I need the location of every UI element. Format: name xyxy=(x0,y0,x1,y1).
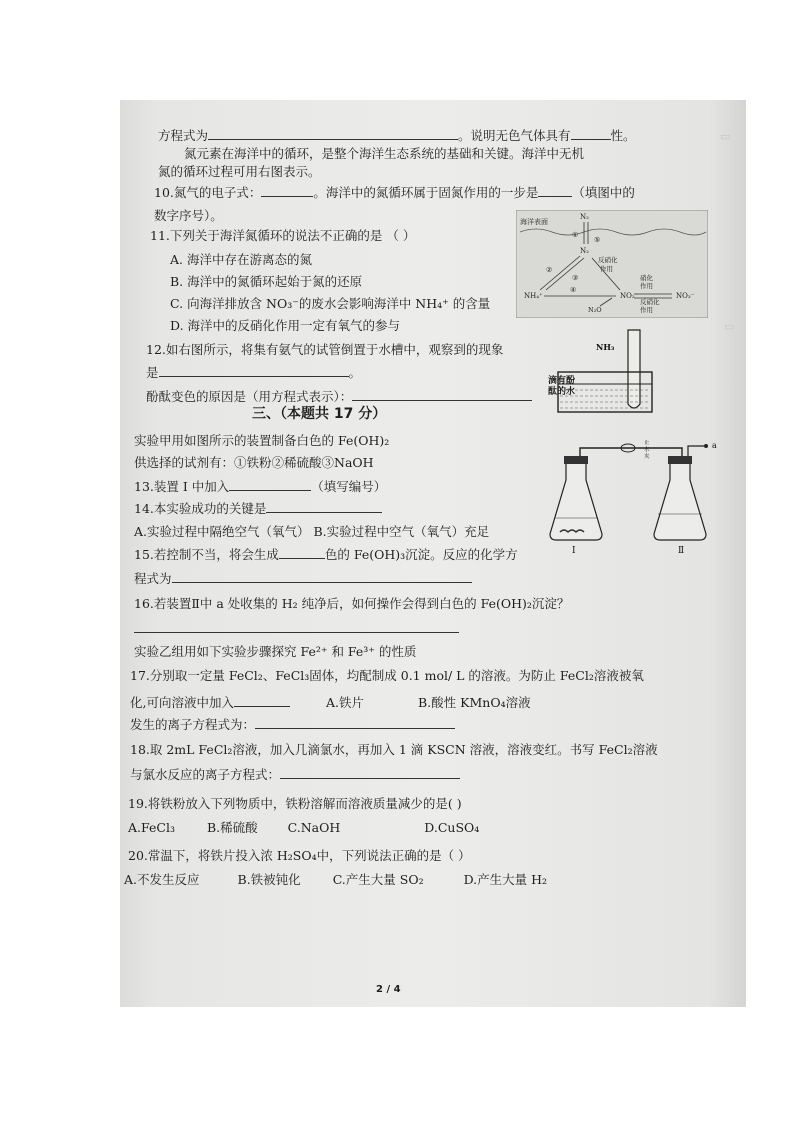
label-apparatus-I: Ⅰ xyxy=(572,546,576,556)
question-19: 19.将铁粉放入下列物质中，铁粉溶解而溶液质量减少的是( ) xyxy=(128,796,462,811)
answer-blank xyxy=(159,364,349,377)
question-12: 12.如右图所示，将集有氨气的试管倒置于水槽中，观察到的现象 xyxy=(146,342,504,357)
fe-oh2-apparatus-diagram xyxy=(544,440,726,556)
text: 与氯水反应的离子方程式： xyxy=(130,767,281,782)
question-17-line3 xyxy=(130,716,455,733)
question-18-line2 xyxy=(130,766,460,783)
option-17A: A.铁片 xyxy=(325,695,364,710)
option-20B: B.铁被钝化 xyxy=(237,872,301,887)
question-14 xyxy=(134,500,382,517)
answer-blank xyxy=(538,184,572,197)
answer-blank xyxy=(266,500,382,513)
question-10 xyxy=(154,184,635,201)
label-phenolphthalein-water xyxy=(548,376,575,398)
exam-page xyxy=(120,100,746,1007)
question-16-answer xyxy=(134,620,459,637)
text: 13.装置 I 中加入 xyxy=(134,479,230,494)
option-17B: B.酸性 KMnO₄溶液 xyxy=(418,695,531,710)
text: 。 xyxy=(348,365,362,380)
label-denitrification-1b: 作用 xyxy=(600,265,613,273)
text: 14.本实验成功的关键是 xyxy=(134,501,267,516)
label-clamp-1: 止 xyxy=(644,440,650,446)
question-18: 18.取 2mL FeCl₂溶液，加入几滴氯水，再加入 1 滴 KSCN 溶液，溶液变红。书写 FeCl₂溶液 xyxy=(130,742,658,757)
text: 滴有酚 xyxy=(548,376,576,386)
label-no2: NO₂⁻ xyxy=(620,292,639,300)
option-20C: C.产生大量 SO₂ xyxy=(332,872,424,887)
text: 色的 Fe(OH)₃沉淀。反应的化学方 xyxy=(324,547,518,562)
bleed-through-mark: ▭ xyxy=(724,320,735,333)
label-n2o: N₂O xyxy=(588,306,602,314)
text: 10.氮气的电子式： xyxy=(154,185,262,200)
text: 酞的水 xyxy=(548,387,576,397)
answer-blank xyxy=(352,388,532,401)
question-17-line2 xyxy=(130,694,531,711)
answer-blank xyxy=(280,766,460,779)
label-step-2: ② xyxy=(546,266,553,274)
question-14-options: A.实验过程中隔绝空气（氧气） B.实验过程中空气（氧气）充足 xyxy=(134,524,490,539)
label-denitrification-2: 反硝化 xyxy=(640,298,660,306)
question-12-line2 xyxy=(146,364,361,381)
text: 程式为 xyxy=(134,571,172,586)
answer-blank xyxy=(571,127,611,140)
label-nh3: NH₃ xyxy=(596,342,615,352)
bleed-through-mark: ▭ xyxy=(720,130,731,143)
option-11D: D. 海洋中的反硝化作用一定有氧气的参与 xyxy=(170,318,401,333)
label-step-1: ① xyxy=(572,231,579,239)
label-denitrification-1: 反硝化 xyxy=(598,256,618,264)
question-20-options xyxy=(124,872,547,888)
text: （填图中的 xyxy=(572,185,635,200)
label-nitrification-b: 作用 xyxy=(640,282,653,290)
experiment-a-intro: 实验甲用如图所示的装置制备白色的 Fe(OH)₂ xyxy=(134,433,390,448)
text: 性。 xyxy=(610,128,636,143)
label-n2-top: N₂ xyxy=(580,213,589,221)
option-11C: C. 向海洋排放含 NO₃⁻的废水会影响海洋中 NH₄⁺ 的含量 xyxy=(170,296,491,311)
line-equation-prompt xyxy=(158,127,636,144)
question-15-line2 xyxy=(134,570,472,587)
option-19B: B.稀硫酸 xyxy=(206,820,258,835)
question-13 xyxy=(134,478,386,495)
question-20: 20.常温下，将铁片投入浓 H₂SO₄中，下列说法正确的是（ ） xyxy=(128,848,471,863)
ammonia-test-tube-diagram xyxy=(548,326,658,418)
label-ocean-surface: 海洋表面 xyxy=(520,218,548,226)
option-19C: C.NaOH xyxy=(287,820,341,835)
option-19D: D.CuSO₄ xyxy=(424,820,480,835)
question-17: 17.分别取一定量 FeCl₂、FeCl₃固体，均配制成 0.1 mol/ L 的溶液。为防止 FeCl₂溶液被氧 xyxy=(130,668,644,683)
label-a: a xyxy=(712,441,717,450)
text: 。海洋中的氮循环属于固氮作用的一步是 xyxy=(313,185,539,200)
label-step-4: ④ xyxy=(570,286,577,294)
question-12-line3 xyxy=(146,388,532,405)
question-10-cont: 数字序号）。 xyxy=(154,208,223,223)
answer-blank xyxy=(279,546,325,559)
nitrogen-cycle-diagram xyxy=(516,210,708,318)
answer-blank xyxy=(172,570,472,583)
option-20D: D.产生大量 H₂ xyxy=(463,872,548,887)
option-11B: B. 海洋中的氮循环起始于氮的还原 xyxy=(170,274,363,289)
answer-blank xyxy=(229,478,311,491)
text: 是 xyxy=(146,365,159,380)
answer-blank xyxy=(208,127,458,140)
label-clamp-2: 水 xyxy=(644,447,650,453)
answer-blank xyxy=(261,184,313,197)
intro-line-1: 氮元素在海洋中的循环，是整个海洋生态系统的基础和关键。海洋中无机 xyxy=(184,146,585,161)
label-denitrification-2b: 作用 xyxy=(640,306,653,314)
question-11: 11.下列关于海洋氮循环的说法不正确的是 （ ） xyxy=(150,228,416,243)
label-step-3: ③ xyxy=(572,274,579,282)
option-20A: A.不发生反应 xyxy=(124,872,200,887)
label-step-5: ⑤ xyxy=(594,236,601,244)
answer-blank xyxy=(134,620,459,633)
text: 发生的离子方程式为： xyxy=(130,717,256,732)
label-n2: N₂ xyxy=(580,247,589,255)
question-19-options xyxy=(128,820,479,836)
text: 方程式为 xyxy=(158,128,209,143)
label-apparatus-II: Ⅱ xyxy=(678,546,685,556)
experiment-a-reagents: 供选择的试剂有：①铁粉②稀硫酸③NaOH xyxy=(134,455,374,470)
option-11A: A. 海洋中存在游离态的氮 xyxy=(170,252,312,267)
text: 。说明无色气体具有 xyxy=(458,128,571,143)
label-no3: NO₃⁻ xyxy=(676,292,695,300)
answer-blank xyxy=(255,716,455,729)
text: 化,可向溶液中加入 xyxy=(130,695,234,710)
text: 15.若控制不当，将会生成 xyxy=(134,547,279,562)
section-3-heading: 三、（本题共 17 分） xyxy=(252,406,387,422)
page-number: 2 / 4 xyxy=(376,984,401,995)
question-16: 16.若装置Ⅱ中 a 处收集的 H₂ 纯净后，如何操作会得到白色的 Fe(OH)₂沉淀？ xyxy=(134,596,570,611)
text: 酚酞变色的原因是（用方程式表示）： xyxy=(146,389,353,404)
answer-blank xyxy=(234,694,290,707)
label-nh4: NH₄⁺ xyxy=(524,292,543,300)
intro-line-2: 氮的循环过程可用右图表示。 xyxy=(158,164,321,179)
text: （填写编号） xyxy=(311,479,387,494)
question-15 xyxy=(134,546,518,563)
experiment-b-intro: 实验乙组用如下实验步骤探究 Fe²⁺ 和 Fe³⁺ 的性质 xyxy=(134,644,417,659)
label-nitrification: 硝化 xyxy=(640,274,653,282)
option-19A: A.FeCl₃ xyxy=(128,820,175,835)
label-clamp-3: 夹 xyxy=(644,454,650,460)
